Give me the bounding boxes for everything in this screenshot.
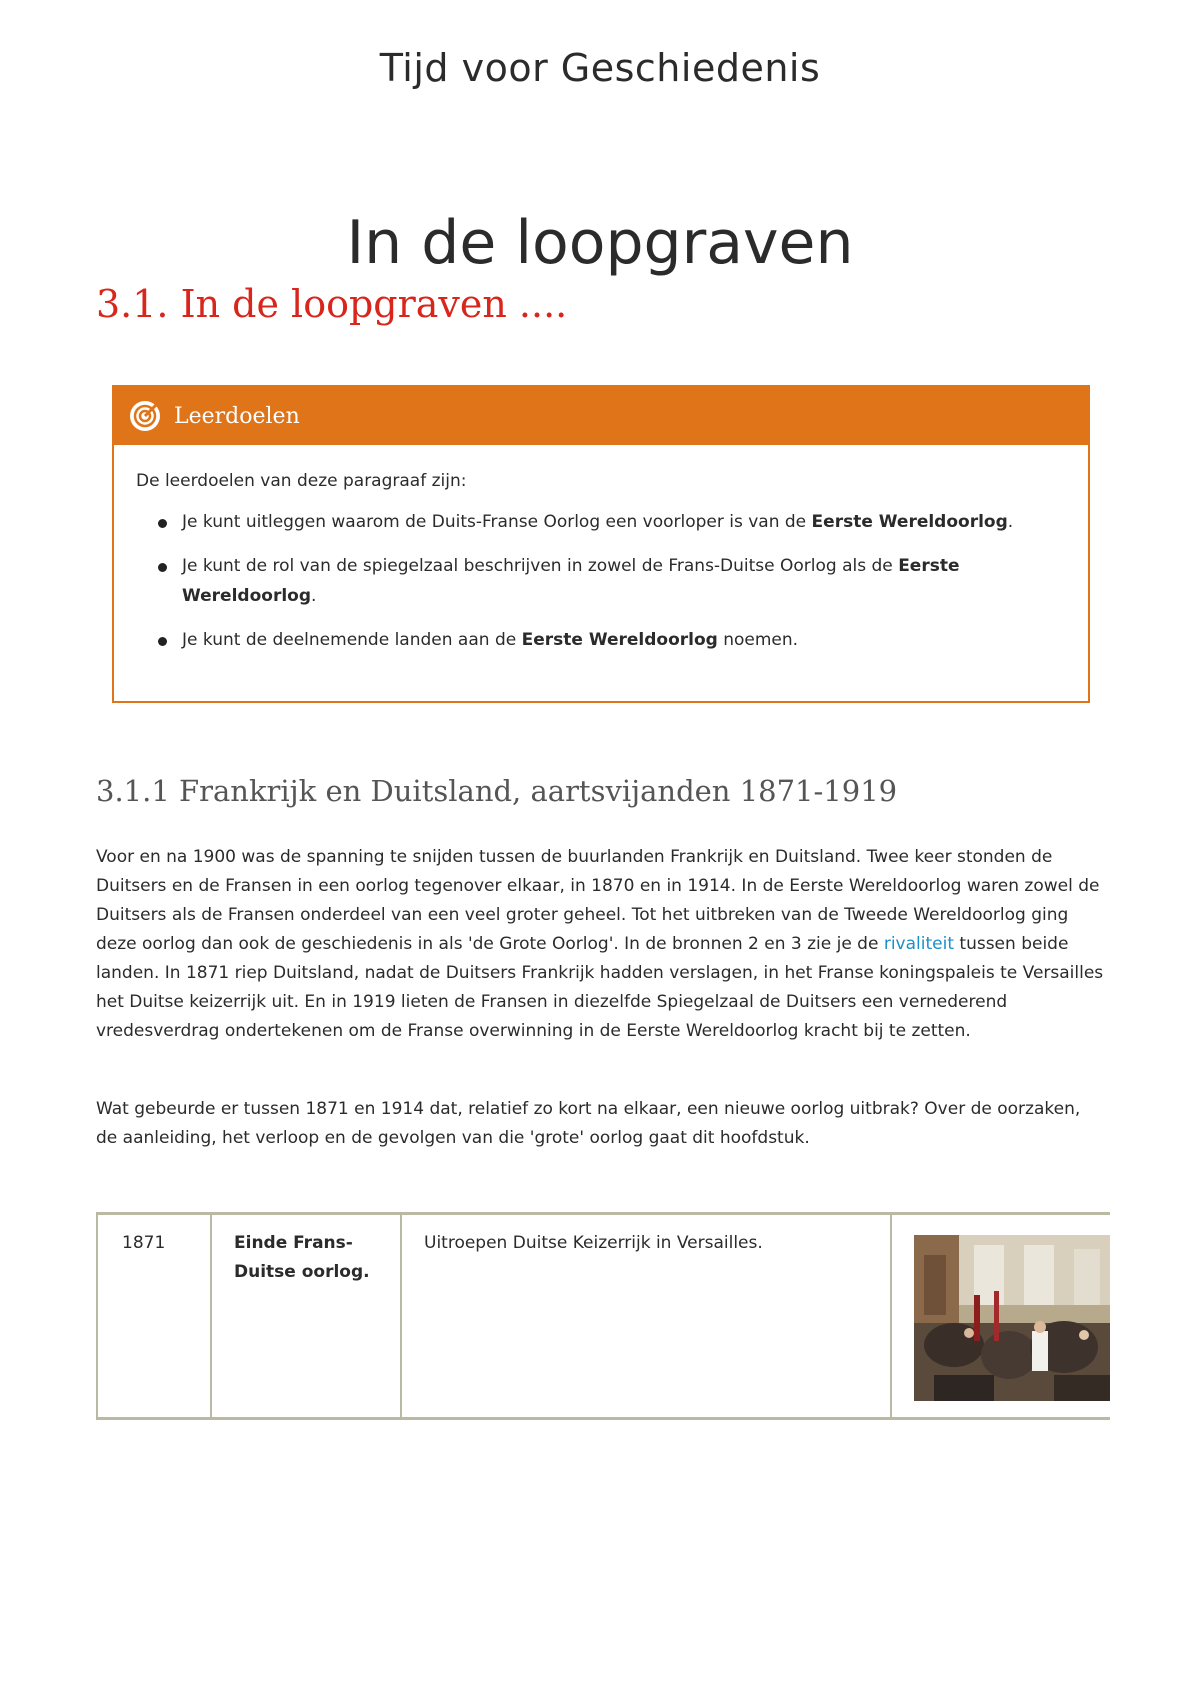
key-term: Eerste Wereldoorlog	[811, 512, 1008, 532]
list-item: Je kunt de deelnemende landen aan de Eerste Wereldoorlog noemen.	[158, 625, 1038, 655]
learning-goals-intro: De leerdoelen van deze paragraaf zijn:	[136, 471, 467, 491]
timeline-image-cell	[890, 1215, 1110, 1417]
target-icon	[128, 399, 162, 433]
list-item: Je kunt uitleggen waarom de Duits-Franse Oorlog een voorloper is van de Eerste Wereldoorlog.	[158, 507, 1038, 537]
proclamation-painting-image[interactable]	[914, 1235, 1110, 1401]
timeline-description: Uitroepen Duitse Keizerrijk in Versailles.	[400, 1215, 890, 1417]
section-title: 3.1. In de loopgraven ....	[96, 282, 568, 326]
body-paragraph: Voor en na 1900 was de spanning te snijden tussen de buurlanden Frankrijk en Duitsland. Twee keer stonden de Duitsers en de Fransen in een oorlog tegenover elkaar, in 1870 en in 1914. In de Eerste Wereldoorlog waren zowel de Duitsers als de Fransen onderdeel van een veel groter geheel. Tot het uitbreken van de Tweede Wereldoorlog ging deze oorlog dan ook de geschiedenis in als 'de Grote Oorlog'. In de bronnen 2 en 3 zie je de rivaliteit tussen beide landen. In 1871 riep Duitsland, nadat de Duitsers Frankrijk hadden verslagen, in het Franse koningspaleis te Versailles het Duitse keizerrijk uit. En in 1919 lieten de Fransen in diezelfde Spiegelzaal de Duitsers een vernederend vredesverdrag ondertekenen om de Franse overwinning in de Eerste Wereldoorlog kracht bij te zetten.	[96, 847, 1104, 1041]
timeline-year: 1871	[96, 1215, 210, 1417]
bullet-icon	[158, 519, 167, 528]
bullet-icon	[158, 563, 167, 572]
list-item: Je kunt de rol van de spiegelzaal beschrijven in zowel de Frans-Duitse Oorlog als de Eerste Wereldoorlog.	[158, 551, 1038, 611]
key-term: Eerste Wereldoorlog	[521, 630, 718, 650]
bullet-icon	[158, 637, 167, 646]
learning-goals-list	[158, 507, 1038, 669]
learning-goals-label: Leerdoelen	[174, 403, 300, 429]
timeline-event: Einde Frans-Duitse oorlog.	[210, 1215, 400, 1417]
learning-goals-box	[112, 385, 1090, 703]
timeline-table	[96, 1212, 1110, 1420]
chapter-title: In de loopgraven	[346, 208, 854, 278]
running-title: Tijd voor Geschiedenis	[379, 46, 821, 90]
rivaliteit-link[interactable]: rivaliteit	[883, 934, 954, 954]
key-term: Eerste Wereldoorlog	[182, 556, 960, 606]
body-paragraph: Wat gebeurde er tussen 1871 en 1914 dat, relatief zo kort na elkaar, een nieuwe oorlog uitbrak? Over de oorzaken, de aanleiding, het verloop en de gevolgen van die 'grote' oorlog gaat dit hoofdstuk.	[96, 1099, 1081, 1148]
learning-goals-header	[114, 387, 1088, 445]
subsection-title: 3.1.1 Frankrijk en Duitsland, aartsvijanden 1871-1919	[96, 774, 898, 808]
